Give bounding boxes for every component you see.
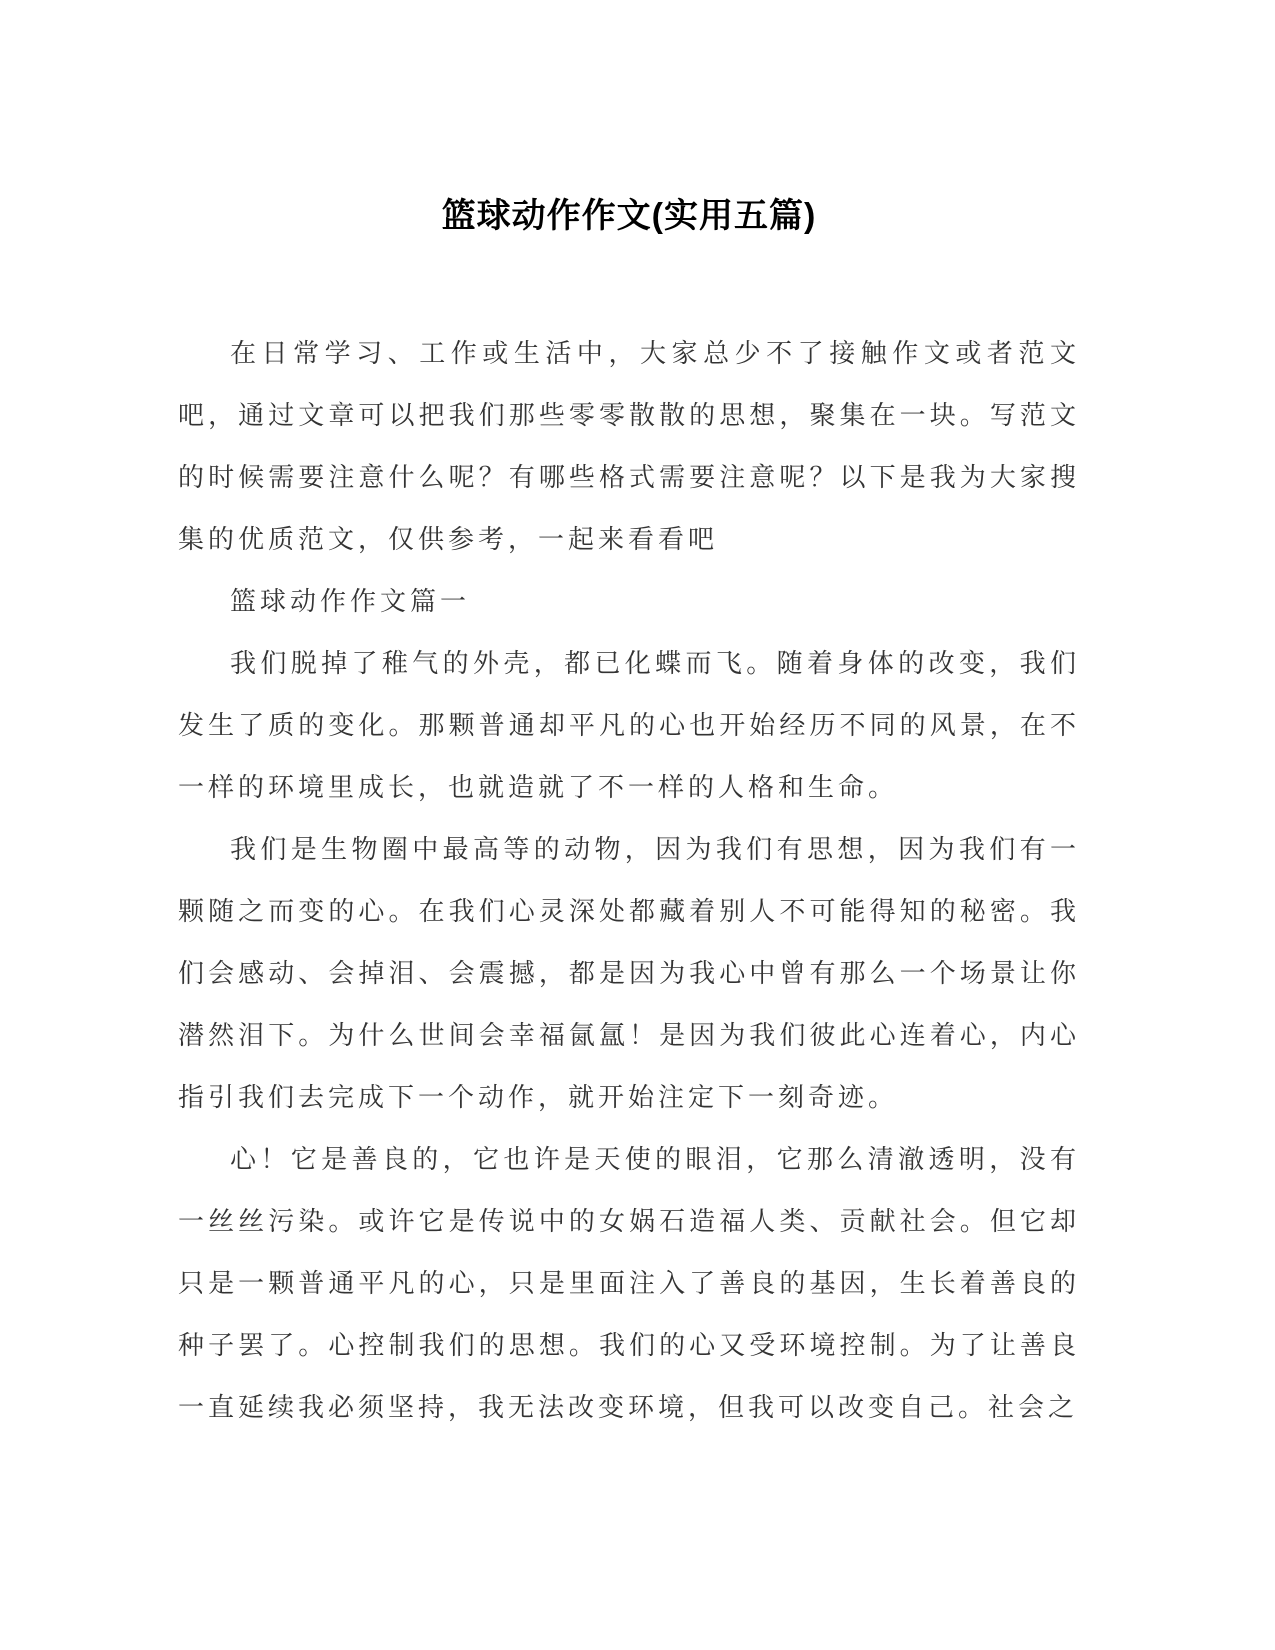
document-title: 篮球动作作文(实用五篇) xyxy=(441,197,817,235)
paragraph: 我们脱掉了稚气的外壳，都已化蝶而飞。随着身体的改变，我们发生了质的变化。那颗普通却平凡的心也开始经历不同的风景，在不一样的环境里成长，也就造就了不一样的人格和生命。 xyxy=(178,648,1080,802)
paragraph: 心！它是善良的，它也许是天使的眼泪，它那么清澈透明，没有一丝丝污染。或许它是传说中的女娲石造福人类、贡献社会。但它却只是一颗普通平凡的心，只是里面注入了善良的基因，生长着善良的种子罢了。心控制我们的思想。我们的心又受环境控制。为了让善良一直延续我必须坚持，我无法改变环境，但我可以改变自己。社会之 xyxy=(178,1144,1080,1422)
paragraph: 篮球动作作文篇一 xyxy=(230,586,471,616)
paragraph: 在日常学习、工作或生活中，大家总少不了接触作文或者范文吧，通过文章可以把我们那些零零散散的思想，聚集在一块。写范文的时候需要注意什么呢？有哪些格式需要注意呢？以下是我为大家搜集的优质范文，仅供参考，一起来看看吧 xyxy=(178,338,1080,554)
paragraph: 我们是生物圈中最高等的动物，因为我们有思想，因为我们有一颗随之而变的心。在我们心灵深处都藏着别人不可能得知的秘密。我们会感动、会掉泪、会震撼，都是因为我心中曾有那么一个场景让你潜然泪下。为什么世间会幸福氤氲！是因为我们彼此心连着心，内心指引我们去完成下一个动作，就开始注定下一刻奇迹。 xyxy=(178,834,1080,1112)
document-body xyxy=(178,323,1080,1439)
